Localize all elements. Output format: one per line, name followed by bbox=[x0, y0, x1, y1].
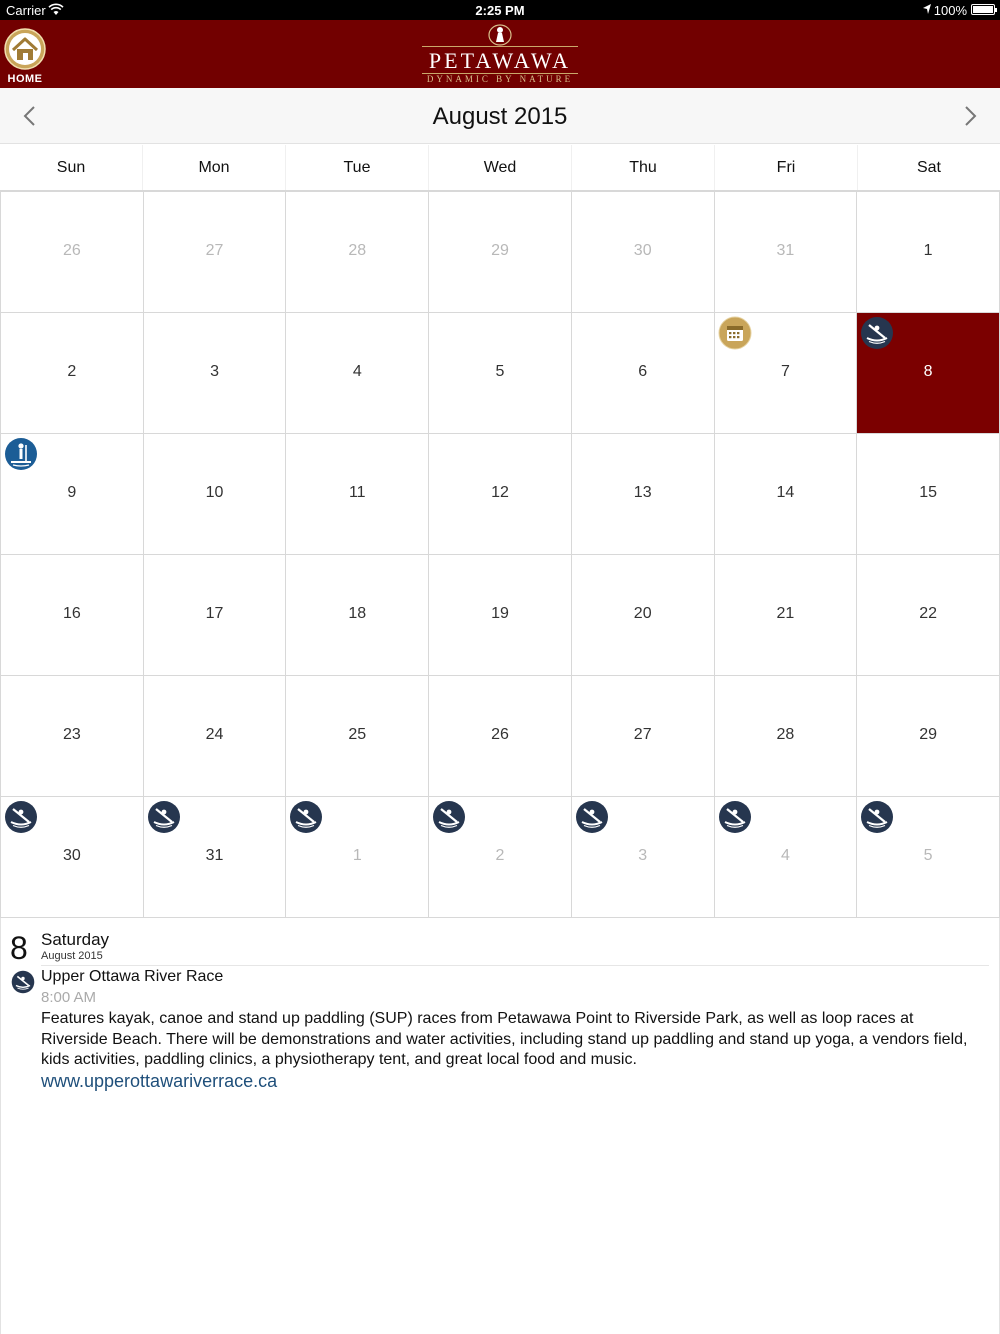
day-cell[interactable] bbox=[286, 191, 429, 312]
day-number: 18 bbox=[348, 605, 367, 622]
battery-icon bbox=[971, 4, 995, 15]
brand-rule-top bbox=[422, 46, 578, 47]
day-number: 2 bbox=[495, 847, 505, 864]
day-number: 10 bbox=[205, 484, 224, 501]
day-number: 3 bbox=[638, 847, 648, 864]
day-number: 1 bbox=[352, 847, 362, 864]
crest-icon bbox=[486, 22, 514, 46]
event-description: Features kayak, canoe and stand up paddling (SUP) races from Petawawa Point to Riverside Park, as well as loop races at Riverside Beach. There will be demonstrations and water activities, including stand up paddling and stand up yoga, a vendors field, kids activities, paddling clinics, a physiotherapy tent, and great local food and music. bbox=[41, 1010, 968, 1068]
day-cell[interactable] bbox=[144, 312, 287, 433]
month-title: August 2015 bbox=[432, 103, 568, 130]
weekday-mon: Mon bbox=[143, 145, 286, 190]
location-arrow-icon bbox=[922, 3, 932, 15]
battery-percent: 100% bbox=[933, 3, 967, 18]
paddleboard-icon bbox=[4, 437, 38, 471]
day-cell[interactable] bbox=[1, 191, 144, 312]
day-cell[interactable] bbox=[429, 433, 572, 554]
day-cell[interactable] bbox=[1, 796, 144, 917]
selected-day-number: 8 bbox=[10, 930, 28, 966]
day-cell[interactable] bbox=[429, 312, 572, 433]
weekday-fri: Fri bbox=[715, 145, 858, 190]
day-cell[interactable] bbox=[857, 433, 1000, 554]
kayak-icon bbox=[4, 800, 38, 834]
day-number: 29 bbox=[491, 242, 509, 259]
day-cell[interactable] bbox=[715, 554, 858, 675]
day-number: 3 bbox=[210, 363, 220, 380]
day-number: 27 bbox=[205, 242, 224, 259]
day-number: 30 bbox=[62, 847, 81, 864]
kayak-icon bbox=[289, 800, 323, 834]
day-cell[interactable] bbox=[715, 191, 858, 312]
day-cell[interactable] bbox=[429, 675, 572, 796]
day-number: 2 bbox=[67, 363, 77, 380]
day-number: 19 bbox=[491, 605, 509, 622]
clock: 2:25 PM bbox=[475, 3, 525, 18]
weekday-sun: Sun bbox=[0, 145, 143, 190]
kayak-icon bbox=[860, 800, 894, 834]
day-cell[interactable] bbox=[1, 554, 144, 675]
weekday-wed: Wed bbox=[429, 145, 572, 190]
day-cell[interactable] bbox=[144, 796, 287, 917]
day-details-panel bbox=[0, 918, 1000, 1334]
day-number: 30 bbox=[633, 242, 652, 259]
day-number: 16 bbox=[62, 605, 81, 622]
day-cell[interactable] bbox=[857, 675, 1000, 796]
app-header bbox=[0, 20, 1000, 88]
day-cell[interactable] bbox=[572, 191, 715, 312]
brand-tagline: DYNAMIC BY NATURE bbox=[426, 74, 574, 84]
day-cell[interactable] bbox=[429, 191, 572, 312]
day-cell[interactable] bbox=[1, 675, 144, 796]
day-number: 17 bbox=[205, 605, 224, 622]
day-cell[interactable] bbox=[715, 796, 858, 917]
day-cell[interactable] bbox=[857, 554, 1000, 675]
day-number: 22 bbox=[919, 605, 938, 622]
weekday-sat: Sat bbox=[916, 159, 941, 176]
day-cell[interactable] bbox=[144, 554, 287, 675]
day-cell[interactable] bbox=[572, 796, 715, 917]
day-number: 5 bbox=[495, 363, 505, 380]
home-icon bbox=[4, 28, 46, 70]
month-navigation bbox=[0, 88, 1000, 144]
day-cell[interactable] bbox=[144, 433, 287, 554]
brand-name: PETAWAWA bbox=[428, 48, 572, 73]
day-cell[interactable] bbox=[286, 796, 429, 917]
day-number: 6 bbox=[638, 363, 648, 380]
day-number: 25 bbox=[348, 726, 367, 743]
event-time: 8:00 AM bbox=[41, 989, 97, 1006]
day-cell[interactable] bbox=[286, 554, 429, 675]
selected-weekday: Saturday bbox=[41, 930, 110, 949]
day-cell[interactable] bbox=[144, 191, 287, 312]
weekday-header bbox=[0, 145, 1000, 191]
day-number: 4 bbox=[352, 363, 362, 380]
day-cell[interactable] bbox=[286, 433, 429, 554]
day-number: 13 bbox=[633, 484, 652, 501]
day-cell[interactable] bbox=[572, 675, 715, 796]
selected-month-year: August 2015 bbox=[41, 950, 103, 962]
day-number: 28 bbox=[348, 242, 367, 259]
day-cell[interactable] bbox=[572, 312, 715, 433]
day-number: 8 bbox=[923, 363, 933, 380]
kayak-icon bbox=[718, 800, 752, 834]
day-number: 15 bbox=[919, 484, 938, 501]
day-number: 1 bbox=[923, 242, 933, 259]
calendar-event-icon bbox=[718, 316, 752, 350]
day-number: 5 bbox=[923, 847, 933, 864]
day-cell[interactable] bbox=[429, 796, 572, 917]
event-website-link[interactable]: www.upperottawariverrace.ca bbox=[41, 1071, 278, 1091]
weekday-thu: Thu bbox=[572, 145, 715, 190]
day-cell[interactable] bbox=[715, 433, 858, 554]
kayak-icon bbox=[147, 800, 181, 834]
day-number: 29 bbox=[919, 726, 938, 743]
event-title[interactable]: Upper Ottawa River Race bbox=[41, 968, 224, 985]
day-cell[interactable] bbox=[144, 675, 287, 796]
day-number: 26 bbox=[62, 242, 81, 259]
home-button[interactable] bbox=[2, 26, 48, 86]
day-number: 24 bbox=[205, 726, 224, 743]
day-cell[interactable] bbox=[572, 554, 715, 675]
day-number: 21 bbox=[776, 605, 795, 622]
day-cell[interactable] bbox=[286, 675, 429, 796]
brand-logo bbox=[400, 22, 600, 86]
calendar-grid bbox=[0, 191, 1000, 918]
status-bar bbox=[0, 0, 1000, 20]
day-number: 31 bbox=[205, 847, 224, 864]
kayak-icon bbox=[432, 800, 466, 834]
kayak-icon bbox=[11, 970, 35, 994]
day-number: 12 bbox=[491, 484, 509, 501]
home-label: HOME bbox=[7, 73, 43, 85]
day-cell[interactable] bbox=[429, 554, 572, 675]
day-number: 14 bbox=[776, 484, 795, 501]
day-cell[interactable] bbox=[715, 312, 858, 433]
day-cell[interactable] bbox=[1, 433, 144, 554]
day-cell[interactable] bbox=[857, 312, 1000, 433]
day-number: 28 bbox=[776, 726, 795, 743]
day-cell[interactable] bbox=[286, 312, 429, 433]
day-number: 27 bbox=[633, 726, 652, 743]
kayak-icon bbox=[575, 800, 609, 834]
day-number: 31 bbox=[776, 242, 795, 259]
day-number: 23 bbox=[62, 726, 81, 743]
next-month-button[interactable] bbox=[956, 102, 984, 130]
carrier-label: Carrier bbox=[6, 3, 46, 18]
day-cell[interactable] bbox=[572, 433, 715, 554]
day-number: 26 bbox=[491, 726, 509, 743]
weekday-tue: Tue bbox=[286, 145, 429, 190]
day-cell[interactable] bbox=[1, 312, 144, 433]
details-divider bbox=[41, 965, 989, 966]
day-number: 20 bbox=[633, 605, 652, 622]
day-number: 9 bbox=[67, 484, 77, 501]
kayak-icon bbox=[860, 316, 894, 350]
day-number: 4 bbox=[780, 847, 790, 864]
day-cell[interactable] bbox=[857, 796, 1000, 917]
day-number: 11 bbox=[348, 484, 366, 501]
day-cell[interactable] bbox=[715, 675, 858, 796]
day-number: 7 bbox=[780, 363, 790, 380]
day-cell[interactable] bbox=[857, 191, 1000, 312]
